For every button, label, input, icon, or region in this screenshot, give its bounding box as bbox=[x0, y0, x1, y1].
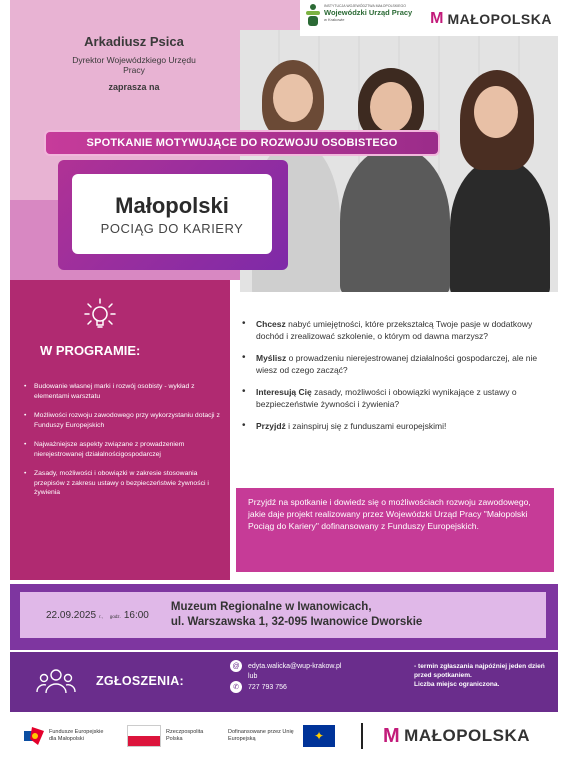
event-date: 22.09.2025 bbox=[46, 609, 97, 621]
rp-logo: Rzeczpospolita Polska bbox=[127, 725, 214, 747]
malopolska-m-icon: M bbox=[383, 724, 399, 747]
malopolska-m-icon: M bbox=[430, 10, 443, 27]
question-item: • Myślisz o prowadzeniu nierejestrowanej działalności gospodarczej, ale nie wiesz od czego zacząć? bbox=[242, 352, 552, 376]
project-title: Małopolski bbox=[115, 192, 229, 218]
contact-details bbox=[230, 660, 341, 693]
venue-box bbox=[20, 592, 546, 638]
contact-strip bbox=[10, 652, 558, 712]
question-item: • Chcesz nabyć umiejętności, które przekształcą Twoje pasje w dodatkowy dochód i zrealizować szkolenie, o którym od dawna marzysz? bbox=[242, 318, 552, 342]
email-icon: @ bbox=[230, 660, 242, 672]
organizer-role: Dyrektor Wojewódzkiego Urzędu Pracy bbox=[72, 55, 196, 75]
project-title-box bbox=[58, 160, 288, 270]
footer-logos bbox=[10, 712, 558, 760]
program-panel bbox=[10, 280, 230, 580]
wup-city: w Krakowie bbox=[324, 17, 345, 22]
fe-logo: Fundusze Europejskie dla Małopolski bbox=[24, 727, 109, 745]
phone-icon: ✆ bbox=[230, 681, 242, 693]
program-item: • Najważniejsze aspekty związane z prowadzeniem nierejestrowanej działalnościgospodarczej bbox=[24, 440, 224, 459]
wup-name: Wojewódzki Urząd Pracy bbox=[324, 8, 413, 17]
wup-logo bbox=[306, 4, 412, 26]
program-heading: W PROGRAMIE: bbox=[40, 343, 141, 358]
question-item: • Interesują Cię zasady, możliwości i obowiązki wynikające z ustawy o bezpieczeństwie żywności i żywienia? bbox=[242, 386, 552, 410]
poland-flag-icon bbox=[127, 725, 161, 747]
program-item: • Możliwości rozwoju zawodowego przy wykorzystaniu dotacji z Funduszy Europejskich bbox=[24, 411, 224, 430]
footer-divider bbox=[361, 723, 363, 749]
contact-email[interactable]: edyta.walicka@wup-krakow.pl bbox=[248, 662, 342, 670]
people-icon bbox=[36, 666, 76, 696]
registration-heading: ZGŁOSZENIA: bbox=[96, 674, 185, 688]
event-time: 16:00 bbox=[123, 609, 149, 621]
program-item: • Budowanie własnej marki i rozwój osobisty - wykład z elementami warsztatu bbox=[24, 382, 224, 401]
eu-funds-icon bbox=[24, 727, 44, 745]
info-box: Przyjdź na spotkanie i dowiedz się o możliwościach rozwoju zawodowego, jakie daje projekt realizowany przez Wojewódzki Urząd Pracy "Małopolski Pociąg do Kariery" dofinansowany z Funduszy Europejskich. bbox=[236, 488, 554, 572]
program-list bbox=[24, 382, 224, 508]
event-banner bbox=[46, 132, 438, 154]
header-logos bbox=[300, 0, 558, 36]
malopolska-logo-top bbox=[430, 10, 552, 28]
wup-small-label: INSTYTUCJA WOJEWÓDZTWA MAŁOPOLSKIEGO bbox=[324, 4, 406, 8]
venue-strip bbox=[10, 584, 558, 650]
program-item: • Zasady, możliwości i obowiązki w zakresie stosowania przepisów z zakresu ustawy o bezpieczeństwie żywności i żywienia bbox=[24, 469, 224, 498]
registration-notes: - termin zgłaszania najpóźniej jeden dzień przed spotkaniem. Liczba miejsc ograniczona. bbox=[414, 663, 545, 688]
malopolska-logo-footer: M MAŁOPOLSKA bbox=[383, 724, 531, 747]
malopolska-wordmark: MAŁOPOLSKA bbox=[447, 11, 552, 27]
wup-logo-icon bbox=[306, 4, 320, 26]
event-venue: Muzeum Regionalne w Iwanowicach, ul. Warszawska 1, 32-095 Iwanowice Dworskie bbox=[170, 601, 423, 628]
eu-logo: Dofinansowane przez Unię Europejską ✦ bbox=[228, 725, 335, 747]
organizer-name: Arkadiusz Psica bbox=[84, 34, 184, 49]
contact-or: lub bbox=[248, 673, 258, 680]
event-datetime: 22.09.2025 r., godz. 16:00 bbox=[46, 609, 149, 621]
contact-phone[interactable]: 727 793 756 bbox=[248, 683, 287, 691]
project-subtitle: POCIĄG DO KARIERY bbox=[100, 220, 244, 236]
lightbulb-icon bbox=[80, 294, 120, 334]
event-banner-text: SPOTKANIE MOTYWUJĄCE DO ROZWOJU OSOBISTEGO bbox=[86, 137, 398, 149]
eu-flag-icon: ✦ bbox=[303, 725, 335, 747]
organizer-invite: zaprasza na bbox=[108, 82, 160, 92]
questions-list bbox=[242, 318, 552, 442]
organizer-block bbox=[34, 34, 234, 92]
poster bbox=[10, 0, 558, 760]
question-item: • Przyjdź i zainspiruj się z funduszami europejskimi! bbox=[242, 420, 552, 432]
